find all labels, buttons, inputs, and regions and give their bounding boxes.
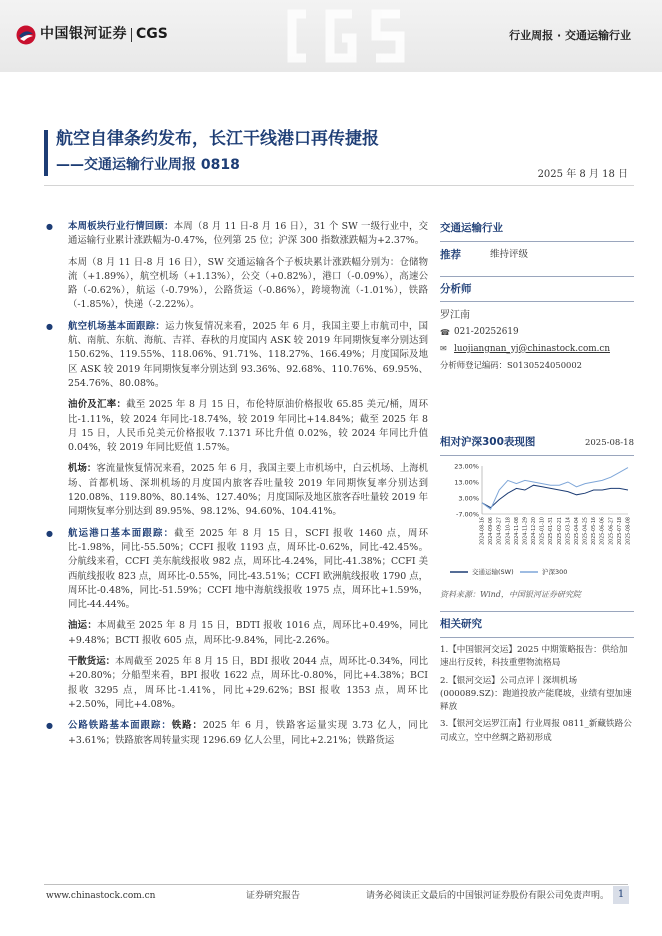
bullet-icon: ● [46, 321, 53, 331]
rating-key: 推荐 [440, 248, 461, 261]
page-number: 1 [613, 886, 629, 904]
section-heading: 航空机场基本面跟踪： [68, 320, 166, 332]
x-tick-label: 2024-08-16 [480, 516, 486, 545]
x-tick-label: 2025-04-04 [574, 516, 580, 545]
section-aviation [46, 320, 428, 520]
divider [440, 611, 634, 612]
x-tick-label: 2024-09-27 [497, 516, 503, 545]
industry-label: 交通运输行业 [440, 222, 503, 234]
x-tick-label: 2025-02-21 [557, 516, 563, 545]
paragraph-text: 2025 年 6 月，铁路客运量实现 3.73 亿人，同比+3.61%；铁路旅客周转量实现 1296.69 亿人公里，同比+2.21%；铁路货运 [68, 720, 428, 746]
cgs-logo-icon [16, 25, 36, 45]
analyst-name: 罗江南 [440, 310, 470, 322]
paragraph [46, 619, 428, 648]
x-tick-label: 2024-09-06 [489, 516, 495, 545]
section-shipping [46, 527, 428, 713]
page-title: 航空自律条约发布，长江干线港口再传捷报 [56, 129, 379, 149]
report-body [46, 220, 428, 755]
y-tick-label: 3.00% [458, 494, 479, 503]
logo-divider [131, 28, 132, 42]
y-tick-label: 23.00% [454, 462, 479, 471]
x-tick-label: 2024-11-29 [523, 516, 529, 545]
x-tick-label: 2024-10-18 [506, 516, 512, 545]
legend-label: 沪深300 [542, 567, 568, 576]
footer-website[interactable]: www.chinastock.com.cn [46, 891, 156, 901]
x-tick-label: 2025-06-06 [600, 516, 606, 545]
x-tick-label: 2025-01-31 [549, 516, 555, 545]
paragraph-text: 本周（8 月 11 日-8 月 16 日），31 个 SW 一级行业中，交通运输行业累计涨跌幅为-0.47%，位列第 25 位；沪深 300 指数涨跌幅为+2.37%。 [68, 221, 428, 247]
email-link[interactable]: luojiangnan_yj@chinastock.com.cn [454, 343, 610, 354]
paragraph [46, 320, 428, 391]
sub-heading: 干散货运： [68, 656, 116, 668]
page-subtitle: ——交通运输行业周报 0818 [56, 157, 240, 173]
bullet-icon: ● [46, 528, 53, 538]
related-item[interactable]: 3.【银河交运罗江南】行业周报 0811_新藏铁路公司成立，空中丝绸之路初形成 [440, 719, 632, 743]
y-tick-label: 13.00% [454, 478, 479, 487]
series-line-1 [482, 467, 628, 509]
paragraph-text: 本周截至 2025 年 8 月 15 日，BDTI 报收 1016 点，周环比+0.49%，同比+9.48%；BCTI 报收 605 点，周环比-9.84%，同比-2.26%。 [68, 620, 428, 646]
section-road-rail [46, 719, 428, 748]
x-tick-label: 2025-06-27 [609, 516, 615, 545]
analyst-email [440, 343, 634, 356]
bullet-icon: ● [46, 222, 53, 231]
rating-value: 维持评级 [490, 249, 529, 261]
title-divider [44, 185, 634, 186]
footer-disclaimer: 请务必阅读正文最后的中国银河证券股份有限公司免责声明。 [366, 891, 610, 901]
divider [440, 241, 634, 242]
paragraph-text: 运力恢复情况来看，2025 年 6 月，我国主要上市航司中，国航、南航、东航、海航、吉祥、春秋的月度国内 ASK 较 2019 年同期恢复率分别达到 150.62%、119.55%、118.06%、91.71%、118.27%、166.49%；月度国际及地区 ASK 较 2019 年同期恢复率分别达到 93.36%、92.68%、110.76%、69.95%、254.76%、80.08%。 [68, 320, 428, 389]
paragraph [46, 462, 428, 519]
divider [440, 637, 634, 638]
series-line-0 [482, 485, 628, 507]
sub-heading: 油价及汇率： [68, 399, 127, 411]
email-icon: ✉ [440, 344, 447, 354]
x-tick-label: 2025-05-16 [592, 516, 598, 545]
chart-date: 2025-08-18 [584, 437, 634, 448]
logo-text-cn: 中国银河证券 [40, 26, 127, 42]
x-tick-label: 2025-07-18 [617, 516, 623, 545]
x-tick-label: 2024-11-08 [514, 516, 520, 545]
cgs-watermark-icon [272, 4, 422, 68]
analyst-heading: 分析师 [440, 282, 472, 295]
divider [440, 301, 634, 302]
paragraph [46, 220, 428, 249]
section-heading: 本周板块行业行情回顾： [68, 221, 174, 232]
section-heading: 航运港口基本面跟踪： [68, 527, 175, 539]
related-item[interactable]: 1.【中国银河交运】2025 中期策略报告：供给加速出行反转，科技重塑物流格局 [440, 644, 628, 669]
paragraph [46, 527, 428, 613]
y-tick-label: -7.00% [456, 510, 479, 519]
divider [440, 276, 634, 277]
x-tick-label: 2025-03-14 [566, 516, 572, 545]
paragraph-text: 截至 2025 年 8 月 15 日，布伦特原油价格报收 65.85 美元/桶，周环比-1.11%，较 2024 年同比-18.74%，较 2019 年同比+14.84%；截至 2025 年 8 月 15 日，人民币兑美元价格报收 7.1371 环比升值 0.02%，较 2024 年同比升值 0.04%，较 2019 年同比贬值 1.57%。 [68, 399, 428, 454]
analyst-registration: 分析师登记编码：S0130524050002 [440, 360, 583, 371]
bullet-icon: ● [46, 721, 53, 731]
footer-doc-type: 证券研究报告 [246, 891, 301, 901]
logo-text-en: CGS [136, 26, 168, 42]
divider [440, 455, 634, 456]
section-market-review [46, 220, 428, 313]
chart-source: 资料来源：Wind，中国银河证券研究院 [440, 590, 581, 600]
chart-header [440, 436, 634, 450]
x-tick-label: 2025-04-25 [583, 516, 589, 545]
analyst-phone [440, 326, 634, 339]
sub-heading: 机场： [68, 463, 97, 475]
paragraph-text: 本周截至 2025 年 8 月 15 日，BDI 报收 2044 点，周环比-0.34%，同比+20.80%；分船型来看，BPI 报收 1622 点，周环比-0.80%，同比+4.38%；BCI 报收 3295 点，周环比-1.41%，同比+29.62%；BSI 报收 1353 点，周环比+2.50%，同比+4.08%。 [68, 656, 428, 710]
paragraph [46, 719, 428, 748]
report-header [0, 0, 662, 72]
paragraph: 本周（8 月 11 日-8 月 16 日），SW 交通运输各个子板块累计涨跌幅分别为：仓储物流（+1.89%），航空机场（+1.13%），公交（+0.82%），港口（-0.09%），高速公路（-0.62%），航运（-0.79%），公路货运（-0.86%），跨境物流（-1.01%），铁路（-1.85%），快递（-2.22%）。 [68, 256, 428, 311]
x-tick-label: 2025-01-10 [540, 516, 546, 545]
sidebar [440, 222, 634, 749]
phone-number: 021-20252619 [454, 327, 519, 338]
chart-title: 相对沪深300表现图 [440, 435, 536, 448]
paragraph [46, 398, 428, 455]
sub-heading: 油运： [68, 620, 97, 632]
legend-label: 交通运输(SW) [472, 567, 514, 576]
paragraph-text: 客流量恢复情况来看，2025 年 6 月，我国主要上市机场中，白云机场、上海机场、首都机场、深圳机场的月度国内旅客吞吐量较 2019 年同期恢复率分别达到 120.08%、119.80%、80.14%、127.40%；月度国际及地区旅客吞吐量较 2019 年同期恢复率分别达到 89.95%、98.12%、94.60%、104.41%。 [68, 463, 428, 518]
phone-icon: ☎ [440, 328, 450, 338]
rating-row [440, 248, 634, 264]
report-date: 2025 年 8 月 18 日 [537, 169, 628, 180]
x-tick-label: 2025-08-08 [626, 516, 632, 545]
performance-chart [440, 462, 634, 582]
report-category: 行业周报 · 交通运输行业 [509, 29, 631, 42]
paragraph-text: 截至 2025 年 8 月 15 日，SCFI 报收 1460 点，周环比-1.98%，同比-55.50%；CCFI 报收 1193 点，周环比-0.62%，同比-42.45%。分航线来看，CCFI 美东航线报收 982 点，周环比-4.24%，同比-41.38%；CCFI 美西航线报收 823 点，周环比-0.55%，同比-43.51%；CCFI 欧洲航线报收 1790 点，周环比-0.48%，同比-51.59%；CCFI 地中海航线报收 1975 点，周环比+1.59%，同比-44.44%。 [68, 527, 428, 611]
related-heading: 相关研究 [440, 618, 482, 631]
related-item[interactable]: 2.【银河交运】公司点评丨深圳机场 (000089.SZ)：跑道投放产能爬坡，业绩有望加速释放 [440, 675, 632, 713]
sub-heading: 铁路： [171, 720, 203, 732]
section-heading: 公路铁路基本面跟踪： [68, 720, 172, 732]
company-logo [16, 24, 168, 45]
title-accent-bar [44, 130, 48, 176]
footer-divider [44, 884, 628, 885]
x-tick-label: 2024-12-20 [532, 516, 538, 545]
paragraph [46, 655, 428, 712]
